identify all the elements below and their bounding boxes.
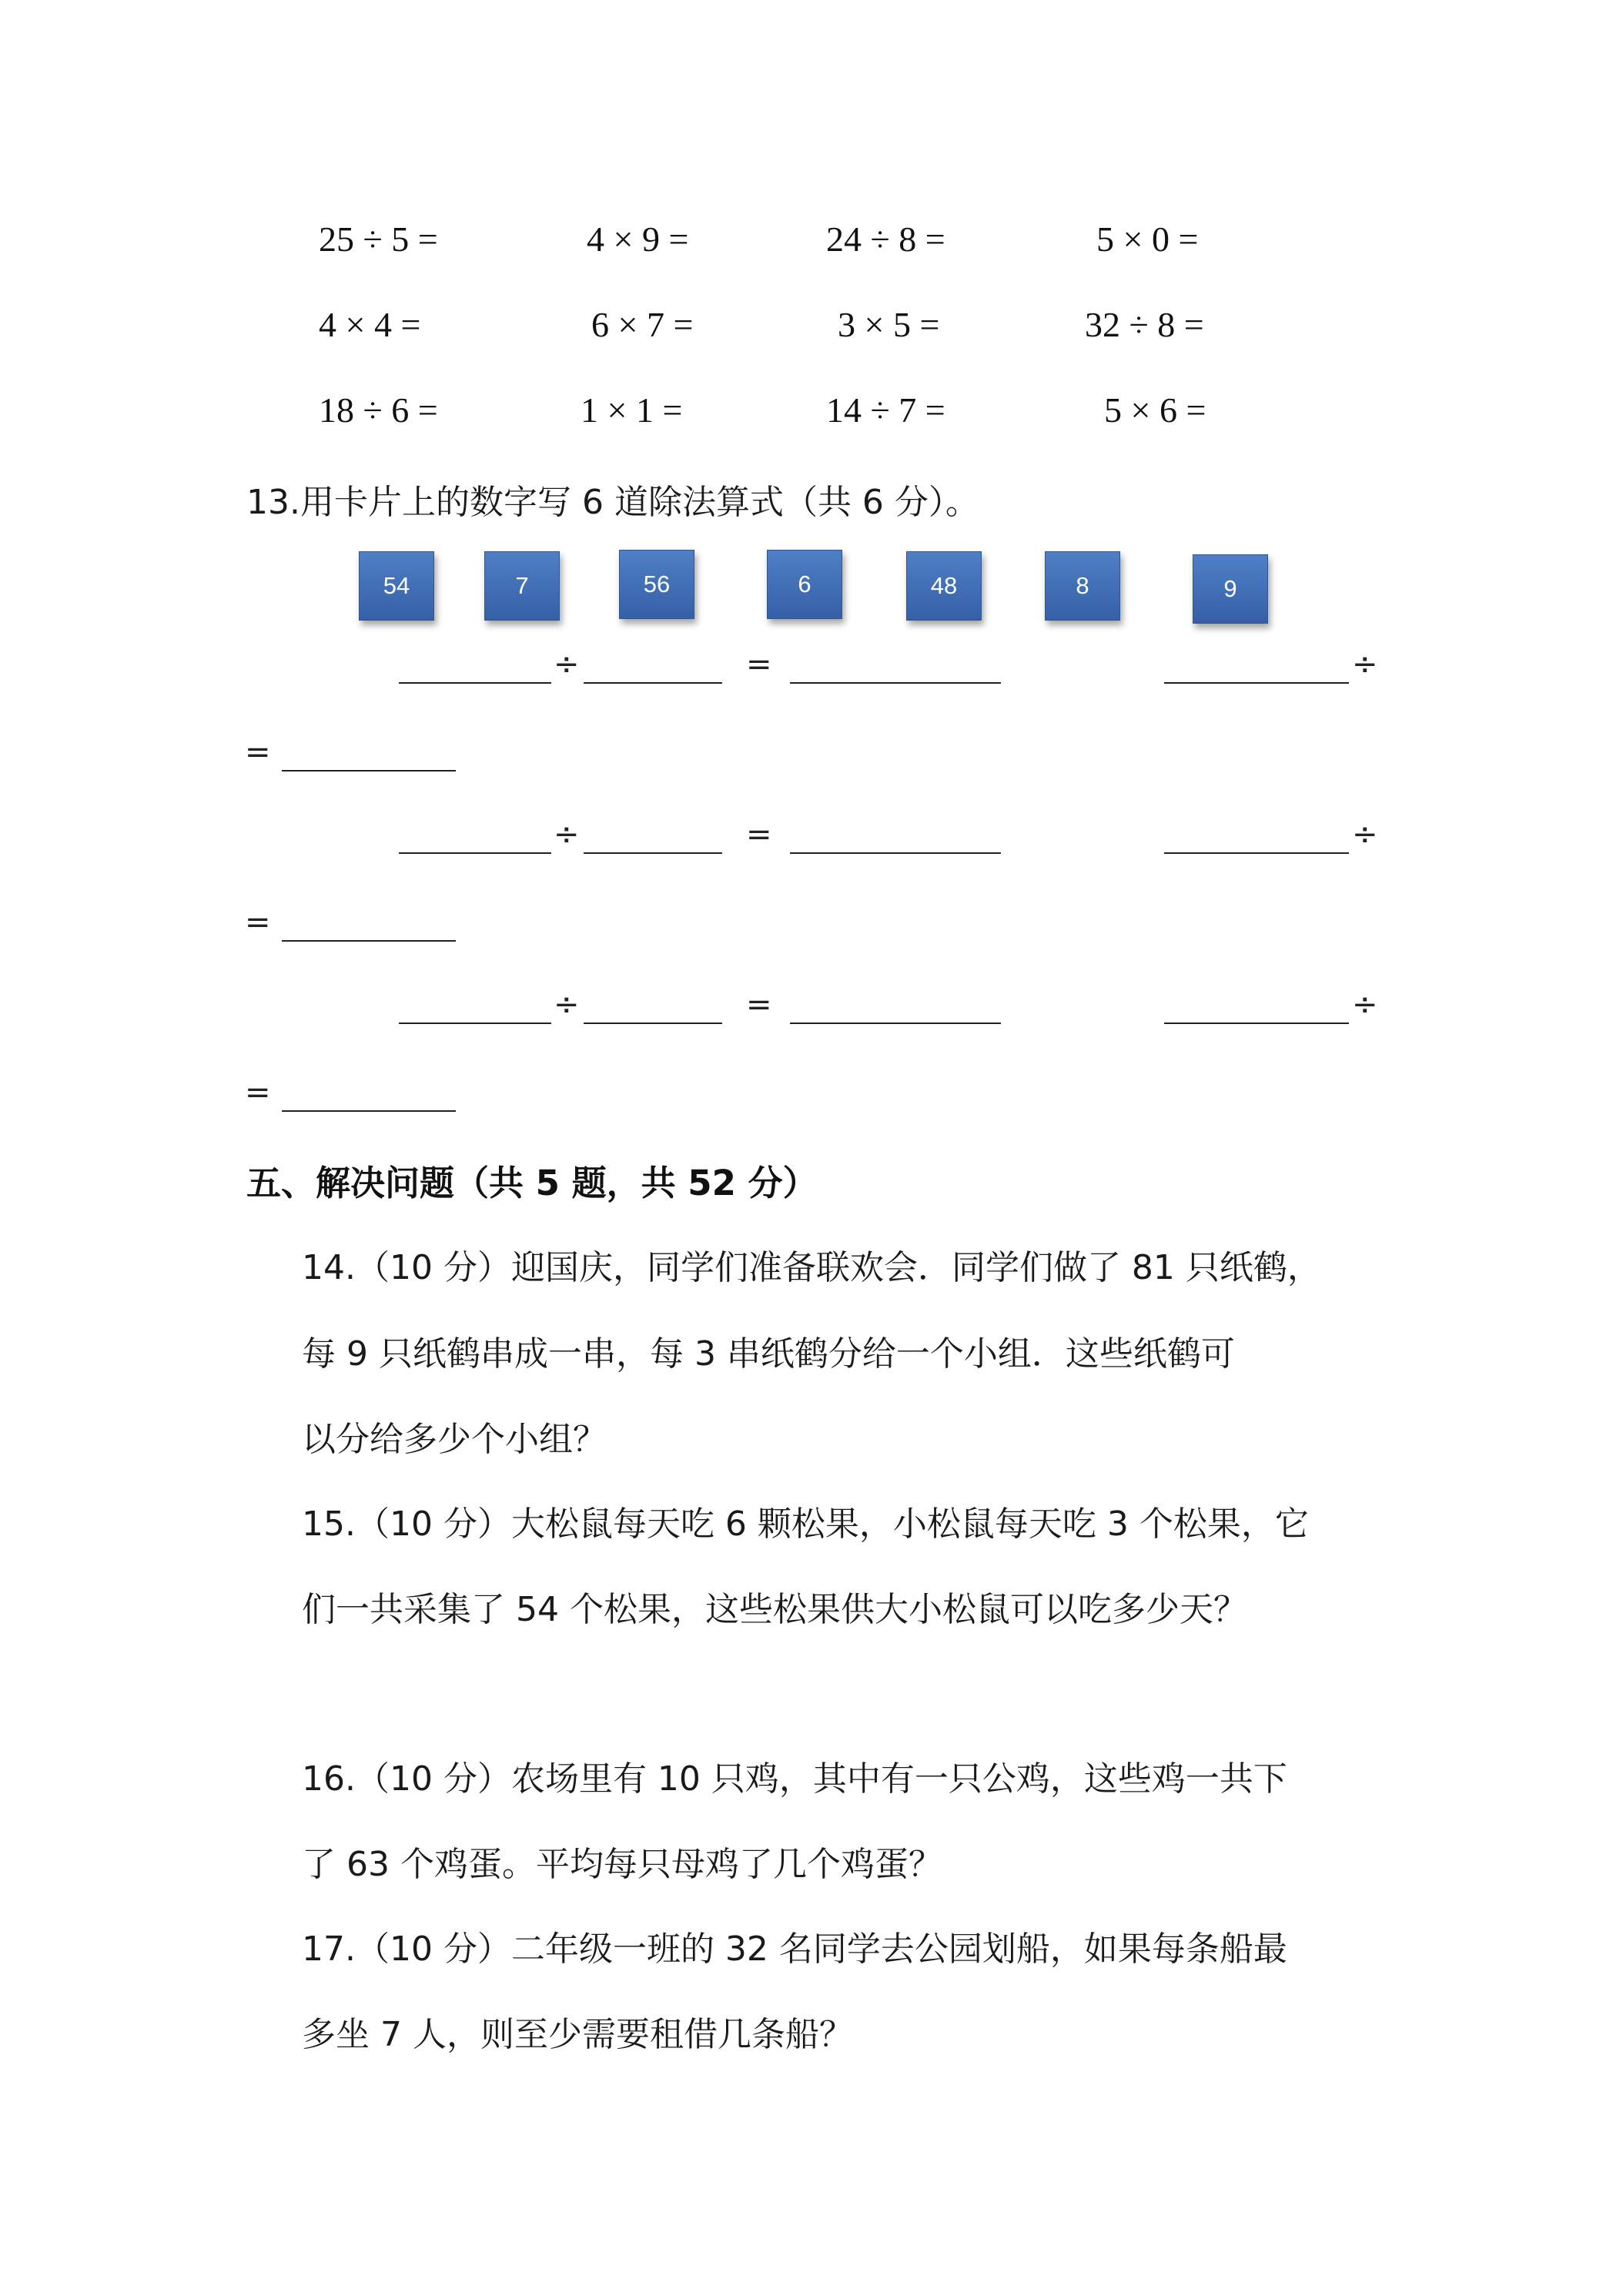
division-sign: ÷ [554,647,580,682]
question-line: 每 9 只纸鹤串成一串，每 3 串纸鹤分给一个小组．这些纸鹤可 [302,1334,1235,1374]
equation: 5 × 0 = [1096,219,1199,259]
quotient-blank[interactable] [282,770,456,771]
dividend-blank[interactable] [399,682,551,684]
divisor-blank[interactable] [584,1022,722,1024]
question-line: 15.（10 分）大松鼠每天吃 6 颗松果，小松鼠每天吃 3 个松果，它 [302,1504,1309,1544]
question-line: 多坐 7 人，则至少需要租借几条船？ [302,2015,853,2054]
equation: 4 × 9 = [587,219,689,259]
quotient-blank[interactable] [790,1022,1001,1024]
question-line: 17.（10 分）二年级一班的 32 名同学去公园划船，如果每条船最 [302,1930,1287,1969]
question-line: 们一共采集了 54 个松果，这些松果供大小松鼠可以吃多少天？ [302,1590,1247,1629]
divisor-blank[interactable] [584,852,722,854]
dividend-blank[interactable] [1164,682,1349,684]
number-card: 54 [359,551,434,621]
question-13-title: 13.用卡片上的数字写 6 道除法算式（共 6 分）。 [246,483,979,522]
question-line: 14.（10 分）迎国庆，同学们准备联欢会．同学们做了 81 只纸鹤， [302,1248,1321,1287]
equals-sign: = [746,817,772,852]
equals-sign: = [746,987,772,1022]
dividend-blank[interactable] [399,1022,551,1024]
question-line: 以分给多少个小组？ [302,1420,607,1459]
quotient-blank[interactable] [790,852,1001,854]
number-card: 8 [1045,551,1120,621]
number-card: 56 [619,550,694,619]
equation: 14 ÷ 7 = [826,390,945,430]
equals-sign: = [245,1075,271,1110]
equation: 18 ÷ 6 = [319,390,438,430]
number-card: 7 [484,551,560,621]
equation: 25 ÷ 5 = [319,219,438,259]
division-sign: ÷ [1352,647,1378,682]
question-line: 16.（10 分）农场里有 10 只鸡，其中有一只公鸡，这些鸡一共下 [302,1759,1287,1799]
number-card: 6 [767,550,842,619]
equation: 6 × 7 = [591,305,694,344]
equation: 4 × 4 = [319,305,421,344]
equals-sign: = [746,647,772,682]
quotient-blank[interactable] [282,1110,456,1112]
division-sign: ÷ [554,817,580,852]
dividend-blank[interactable] [1164,852,1349,854]
equation: 3 × 5 = [838,305,940,344]
dividend-blank[interactable] [399,852,551,854]
equation: 1 × 1 = [581,390,683,430]
division-sign: ÷ [1352,817,1378,852]
equals-sign: = [245,905,271,940]
number-card: 48 [906,551,982,621]
quotient-blank[interactable] [282,940,456,942]
question-line: 了 63 个鸡蛋。平均每只母鸡了几个鸡蛋？ [302,1845,942,1884]
section-heading: 五、解决问题（共 5 题，共 52 分） [246,1163,818,1203]
equation: 32 ÷ 8 = [1085,305,1204,344]
divisor-blank[interactable] [584,682,722,684]
division-sign: ÷ [554,987,580,1022]
equals-sign: = [245,735,271,770]
division-sign: ÷ [1352,987,1378,1022]
equation: 24 ÷ 8 = [826,219,945,259]
quotient-blank[interactable] [790,682,1001,684]
dividend-blank[interactable] [1164,1022,1349,1024]
equation: 5 × 6 = [1104,390,1206,430]
number-card: 9 [1193,554,1268,624]
